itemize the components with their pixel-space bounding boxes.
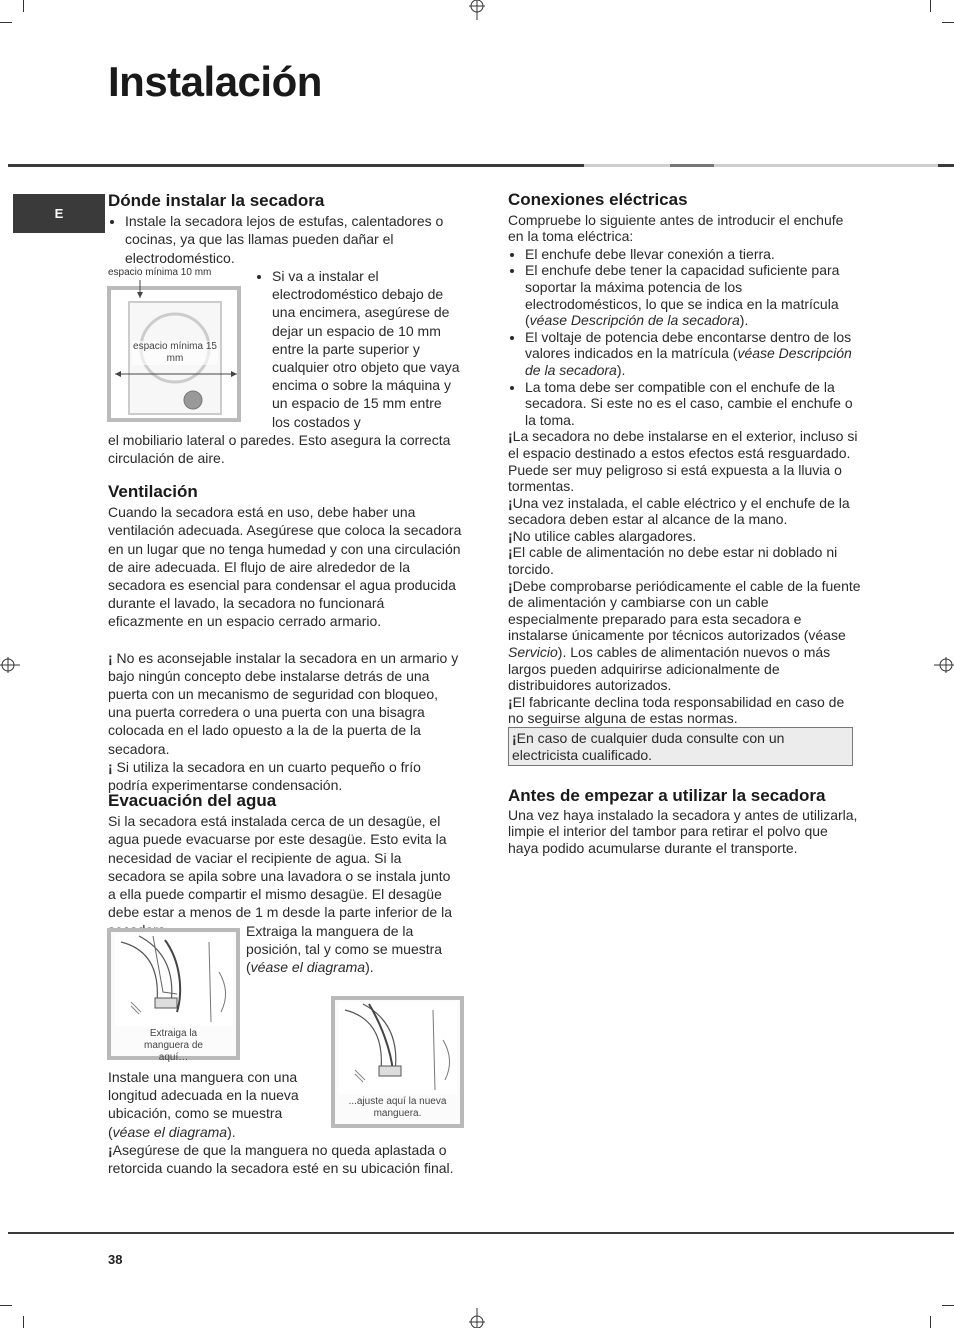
hose-figure-install [331, 996, 464, 1128]
electrical-warning: ¡ El fabricante declina toda responsabilidad en caso de no seguirse alguna de estas normas. [508, 694, 862, 727]
fig-label-top: espacio mínima 10 mm [108, 267, 212, 278]
list-item [525, 329, 862, 379]
electrician-notice-box: ¡ En caso de cualquier duda consulte con un electricista cualificado. [508, 727, 853, 766]
heading-donde-instalar: Dónde instalar la secadora [108, 191, 325, 210]
list-item-end: ). [739, 312, 749, 329]
donde-bullet-2 [250, 267, 462, 431]
crop-mark [930, 1316, 931, 1328]
extract-end: ). [365, 959, 374, 976]
ventilacion-para: Cuando la secadora está en uso, debe haber una ventilación adecuada. Asegúrese que coloca la secadora en un lugar que no tenga humedad y con una circulación de aire adecuada. El flujo de aire alrededor de la secadora es esencial para condensar el agua producida durante el lavado, la secadora no funcionará eficazmente en un espacio cerrado armario. [108, 504, 462, 630]
language-tab: E [13, 194, 105, 233]
page-title: Instalación [108, 58, 322, 105]
descripcion-link[interactable]: véase Descripción de la secadora [529, 312, 740, 329]
antes-para: Una vez haya instalado la secadora y antes de utilizarla, limpie el interior del tambor para retirar el polvo que haya podido acumularse durante el transporte. [508, 806, 858, 856]
crop-mark [0, 22, 12, 23]
footer-rule [8, 1232, 954, 1234]
page-number: 38 [108, 1252, 123, 1267]
evacuacion-para: Si la secadora está instalada cerca de un desagüe, el agua puede evacuarse por este desagüe. Esto evita la necesidad de vaciar el recipiente de agua. Si la secadora se apila sobre una lavadora o se instala junto a ella puede compartir el mismo desagüe. El desagüe debe estar a menos de 1 m desde la parte inferior de la [108, 813, 452, 921]
hose-figure-caption-2: ...ajuste aquí la nueva manguera. [348, 1096, 447, 1119]
crop-mark [942, 22, 954, 23]
hose-figure-extract [107, 928, 240, 1063]
electrical-warning: ¡ La secadora no debe instalarse en el exterior, incluso si el espacio destinado a estos efectos está resguardado. Puede ser muy peligroso si está expuesta a la lluvia o tormentas. [508, 428, 862, 494]
install-link[interactable]: véase el diagrama [112, 1123, 228, 1140]
registration-mark-bottom [467, 1308, 487, 1328]
install-end: ). [227, 1123, 236, 1140]
ventilacion-section [108, 483, 462, 794]
install-hose-text [108, 1068, 318, 1141]
heading-antes: Antes de empezar a utilizar la secadora [508, 786, 826, 806]
extract-text: Extraiga la manguera de la posición, tal y como se muestra ( [246, 923, 443, 976]
heading-evacuacion: Evacuación del agua [108, 791, 277, 810]
list-item: • Si va a instalar el electrodoméstico debajo de una encimera, asegúrese de dejar un espacio de 10 mm entre la parte superior y cualquier otro objeto que vaya encima o sobre la máquina y un espacio de 15 mm entre los costados y [272, 267, 462, 431]
registration-mark-left [0, 655, 20, 675]
donde-bullet-2-cont: el mobiliario lateral o paredes. Esto asegura la correcta circulación de aire. [108, 432, 451, 467]
fig-label-side: espacio mínima 15 mm [133, 341, 217, 364]
registration-mark-right [934, 655, 954, 675]
heading-conexiones: Conexiones eléctricas [508, 190, 688, 209]
right-column [508, 192, 862, 857]
install-text: Instale una manguera con una longitud adecuada en la nueva ubicación, como se muestra ( [108, 1069, 299, 1140]
list-item: • Instale la secadora lejos de estufas, calentadores o cocinas, ya que las llamas pueden dañar el electrodoméstico. [125, 212, 462, 267]
registration-mark-top [467, 0, 487, 20]
header-rule [8, 164, 954, 167]
electrical-warning: ¡ No utilice cables alargadores. [508, 528, 862, 545]
hose-drawing-2 [335, 1000, 460, 1096]
hose-warning: ¡ Asegúrese de que la manguera no queda aplastada o retorcida cuando la secadora esté en su ubicación final. [108, 1141, 464, 1177]
donde-list-1 [108, 212, 462, 267]
servicio-link[interactable]: Servicio [508, 644, 558, 661]
hose-drawing-1 [111, 932, 236, 1028]
hose-figure-caption-1: Extraiga la manguera de aquí… [144, 1028, 203, 1063]
crop-mark [23, 1316, 24, 1328]
list-item [525, 262, 862, 328]
list-item-text: El voltaje de potencia debe encontarse dentro de los valores indicados en la matrícula ( [525, 328, 852, 362]
crop-mark [23, 0, 24, 12]
warning-text: Debe comprobarse periódicamente el cable de la fuente de alimentación y cambiarse con un cable especialmente preparado para esta secadora e instalarse únicamente por técnicos autorizados (véase [508, 577, 861, 644]
electrical-warning: ¡ Una vez instalada, el cable eléctrico y el enchufe de la secadora deben estar al alcance de la mano. [508, 495, 862, 528]
list-item: • La toma debe ser compatible con el enchufe de la secadora. Si este no es el caso, cambie el enchufe o la toma. [525, 379, 862, 429]
warning-end: ). Los cables de alimentación nuevos o más largos pueden adquirirse adicionalmente de distribuidores autorizados. [508, 644, 831, 694]
left-column [108, 192, 462, 267]
conexiones-list [508, 246, 862, 429]
ventilacion-warning-2: ¡ Si utiliza la secadora en un cuarto pequeño o frío podría experimentarse condensación. [108, 758, 462, 794]
descripcion-link[interactable]: véase Descripción de la secadora [525, 345, 852, 378]
electrical-warning: ¡ El cable de alimentación no debe estar ni doblado ni torcido. [508, 544, 862, 577]
crop-mark [930, 0, 931, 12]
crop-mark [942, 1305, 954, 1306]
extract-link[interactable]: véase el diagrama [250, 959, 366, 976]
extract-hose-text [246, 922, 462, 977]
list-item-text: El enchufe debe tener la capacidad suficiente para soportar la máxima potencia de los electrodomésticos, lo que se indica en la matrícula ( [525, 262, 840, 329]
list-item-end: ). [616, 361, 626, 378]
list-item: • El enchufe debe llevar conexión a tierra. [525, 246, 862, 263]
heading-ventilacion: Ventilación [108, 482, 198, 501]
ventilacion-warning-1: ¡ No es aconsejable instalar la secadora en un armario y bajo ningún concepto debe instalarse detrás de una puerta con un mecanismo de seguridad con bloqueo, una puerta corredera o una puerta con una bisagra colocada en el lado opuesto a la de la puerta de la secadora. [108, 649, 462, 758]
electrical-warning [508, 578, 862, 694]
conexiones-intro: Compruebe lo siguiente antes de introducir el enchufe en la toma eléctrica: [508, 211, 844, 245]
evacuacion-section [108, 792, 462, 940]
crop-mark [0, 1305, 12, 1306]
